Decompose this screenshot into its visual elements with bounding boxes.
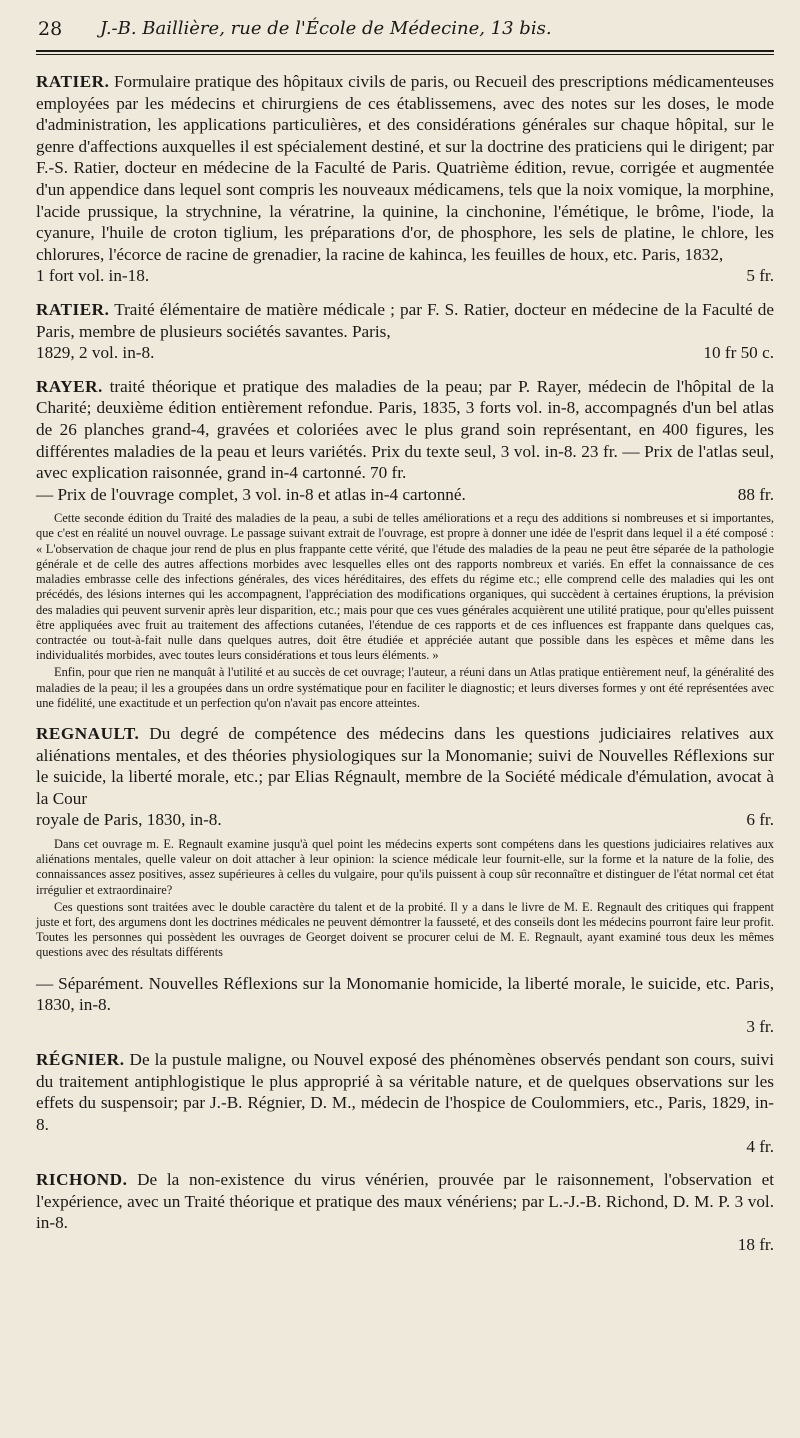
price: 18 fr. [737, 1235, 774, 1255]
entry-author: REGNAULT. [36, 723, 140, 743]
catalog-entry [36, 723, 774, 961]
catalog-entry [36, 376, 774, 711]
price: 88 fr. [737, 484, 774, 504]
entry-author: RATIER. [36, 72, 110, 91]
price-line [36, 1136, 774, 1158]
entry-description: De la non-existence du virus vénérien, prouvée par le raisonnement, l'observation et l'expérience, avec un Traité théorique et pratique des maux vénériens; par L.-J.-B. Richond, D. M. P. 3 vol. in-8. [36, 1170, 775, 1233]
entry-body [36, 299, 774, 342]
entry-description: traité théorique et pratique des maladies de la peau; par P. Rayer, médecin de l'hôpital de la Charité; deuxième édition entièrement refondue. Paris, 1835, 3 forts vol. in-8, accompagnés d'un bel atlas de 26 planches grand-4, gravées et coloriées avec le plus grand soin représentant, en 400 figures, les différentes maladies de la peau et leurs variétés. Prix du texte seul, 3 vol. in-8. 23 fr. — Prix de l'atlas seul, avec explication raisonnée, grand in-4 cartonné. 70 fr. [36, 376, 774, 483]
price: 3 fr. [746, 1016, 774, 1036]
catalog-entry [36, 1049, 774, 1157]
entry-body [36, 376, 774, 484]
entry-body [36, 973, 774, 1016]
catalog-entry [36, 973, 774, 1038]
entry-author: RAYER. [36, 376, 103, 396]
entry-body [36, 1169, 774, 1234]
price-line [36, 1016, 774, 1038]
catalog-entry [36, 71, 774, 287]
catalog-entry [36, 1169, 774, 1255]
format-text: 1829, 2 vol. in-8. [36, 343, 155, 363]
running-head [36, 10, 774, 48]
header-rule [36, 50, 774, 55]
price-line [36, 1234, 774, 1256]
catalog-entry [36, 299, 774, 364]
entry-description: Traité élémentaire de matière médicale ; par F. S. Ratier, docteur en médecine de la Faculté de Paris, membre de plusieurs sociétés savantes. Paris, [36, 299, 774, 341]
price: 6 fr. [746, 810, 774, 830]
price-line [36, 342, 774, 364]
entry-note: Ces questions sont traitées avec le double caractère du talent et de la probité. Il y a dans le livre de M. E. Regnault des critiques qui frappent juste et fort, des argumens dont les doctrines médicales ne peuvent démontrer la fausseté, et des conseils dont les médecins pourront faire leur profit. Toutes les personnes qui possèdent les ouvrages de Georget doivent se procurer celui de M. E. Regnault, ayant examiné tous deux les mêmes questions avec des résultats différents [36, 899, 774, 960]
price-line [36, 265, 774, 287]
price: 4 fr. [746, 1136, 774, 1156]
entry-author: RÉGNIER. [36, 1050, 125, 1070]
entry-author: RICHOND. [36, 1170, 128, 1190]
entry-note: Dans cet ouvrage m. E. Regnault examine jusqu'à quel point les médecins experts sont compétens dans les questions judiciaires relatives aux aliénations mentales, quelle valeur on doit attacher à leur opinion: la science médicale leur fournit-elle, sur la forme et la nature de la folie, des connaissances assez positives, assez supérieures à celles du vulgaire, pour qu'ils puissent à coup sûr reconnaître et distinguer de l'état normal cet état irrégulier et extraordinaire? [36, 836, 774, 897]
page-number: 28 [38, 18, 63, 40]
entry-note: Cette seconde édition du Traité des maladies de la peau, a subi de telles améliorations et a reçu des additions si nombreuses et si importantes, que c'est en réalité un nouvel ouvrage. Le passage suivant extrait de l'ouvrage, est propre à donner une idée de l'esprit dans lequel il a été composé : « L'observation de chaque jour rend de plus en plus frappante cette vérité, que l'étude des maladies de la peau ne peut être séparée de la pathologie générale et de celle des autres affections morbides avec lesquelles elles ont des rapports nombreux et variés. En effet la connaissance de ces maladies embrasse celle des infections générales, des vices héréditaires, des effets du régime etc.; elle comprend celle des maladies qui les ont précédés, des lésions internes qui les accompagnent, l'appréciation des modifications organiques, qui succèdent à certaines éruptions, la prévision des maladies qui peuvent survenir après leur disparition, etc.; mais pour que ces vues générales acquièrent une utilité pratique, pour qu'elles puissent être appliquées avec fruit au traitement des affections cutanées, l'étendue de ces rapports et de ces influences est frappante dans quelques cas, contractée ou tout-à-fait nulle dans quelques autres, doit être étudiée et appréciée autant que possible dans les espèces et même dans les individualités morbides, avec toutes leurs considérations et tous leurs éléments. » [36, 511, 774, 663]
price-line [36, 484, 774, 506]
format-text: — Prix de l'ouvrage complet, 3 vol. in-8 et atlas in-4 cartonné. [36, 484, 466, 504]
entry-body [36, 71, 774, 265]
entry-description: Du degré de compétence des médecins dans les questions judiciaires relatives aux aliénations mentales, et des théories physiologiques sur la Monomanie; suivi de Nouvelles Réflexions sur le suicide, la liberté morale, etc.; par Elias Régnault, membre de la Société médicale d'émulation, avocat à la Cour [36, 723, 774, 808]
publisher-line: J.-B. Baillière, rue de l'École de Médecine, 13 bis. [100, 18, 552, 39]
price-line [36, 809, 774, 831]
entry-body [36, 1049, 774, 1135]
entry-description: De la pustule maligne, ou Nouvel exposé des phénomènes observés pendant son cours, suivi du traitement antiphlogistique le plus approprié à sa véritable nature, et de quelques observations sur les effets du suspensoir; par J.-B. Régnier, D. M., médecin de l'hospice de Coulommiers, etc., Paris, 1829, in-8. [36, 1050, 774, 1135]
entry-body [36, 723, 774, 809]
format-text: 1 fort vol. in-18. [36, 266, 150, 286]
entry-note: Enfin, pour que rien ne manquât à l'utilité et au succès de cet ouvrage; l'auteur, a réuni dans un Atlas pratique entièrement neuf, la généralité des maladies de la peau; il les a groupées dans un ordre systématique pour en faciliter le diagnostic; et leurs diverses formes y ont été représentées avec une fidélité, une exactitude et un perfection qu'on n'avait pas encore atteintes. [36, 665, 774, 710]
price: 5 fr. [746, 266, 774, 286]
entry-description: — Séparément. Nouvelles Réflexions sur la Monomanie homicide, la liberté morale, le suicide, etc. Paris, 1830, in-8. [36, 973, 774, 1015]
entry-description: Formulaire pratique des hôpitaux civils de paris, ou Recueil des prescriptions médicamenteuses employées par les médecins et chirurgiens de ces établissemens, avec des notes sur les doses, le mode d'administration, les applications particulières, et des considérations générales sur chaque hôpital, sur le genre d'affections auxquelles il est spécialement destiné, et sur la doctrine des praticiens qui le dirigent; par F.-S. Ratier, docteur en médecine de la Faculté de Paris. Quatrième édition, revue, corrigée et augmentée d'un appendice dans lequel sont compris les nouveaux médicamens, tels que la noix vomique, la morphine, l'acide prussique, la strychnine, la vératrine, la quinine, la cinchonine, l'émétique, le brôme, l'iode, la cyanure, l'huile de croton tiglium, les préparations d'or, de phosphore, les sels de platine, le chlore, les chlorures, l'écorce de racine de grenadier, la racine de kahinca, les feuilles de houx, etc. Paris, 1832, [36, 72, 774, 264]
price: 10 fr 50 c. [703, 343, 774, 363]
format-text: royale de Paris, 1830, in-8. [36, 810, 222, 830]
entry-author: RATIER. [36, 299, 110, 319]
